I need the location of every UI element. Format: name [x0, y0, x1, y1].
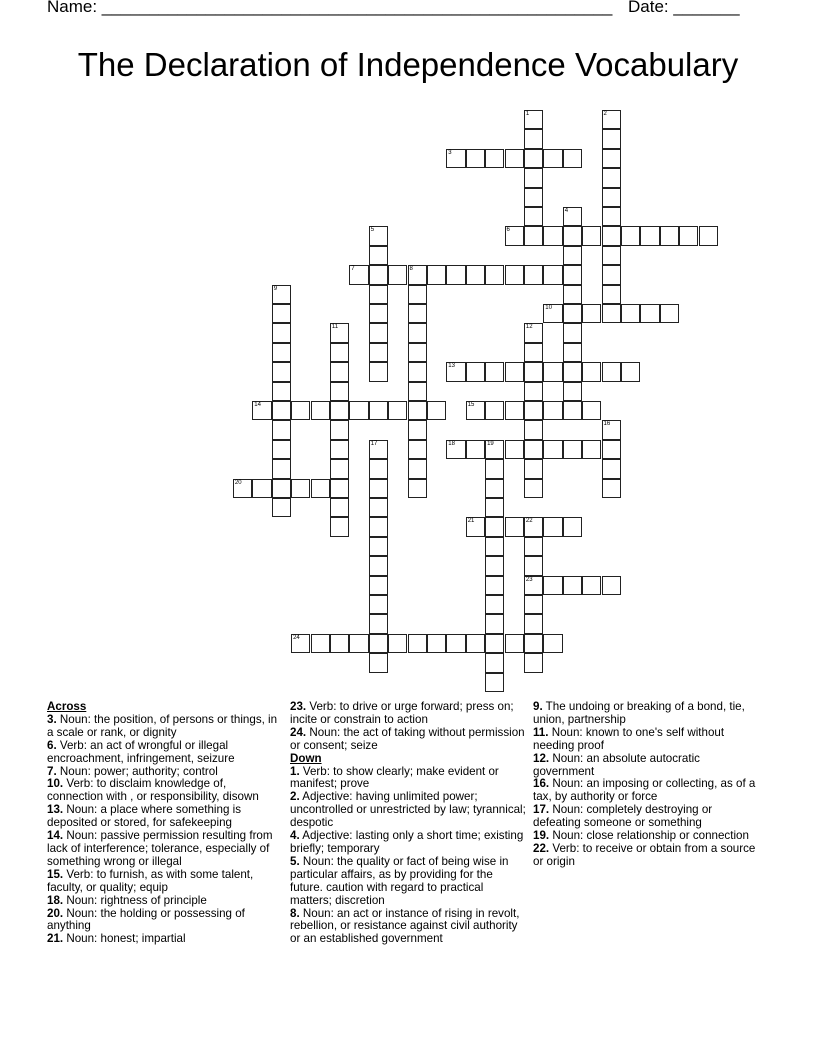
- crossword-cell[interactable]: [505, 265, 524, 284]
- crossword-cell[interactable]: [485, 653, 504, 672]
- clue-text: Verb: to disclaim knowledge of, connection with , or responsibility, disown: [47, 777, 259, 804]
- clue-number: 12.: [533, 751, 550, 765]
- crossword-cell[interactable]: [330, 343, 349, 362]
- crossword-cell[interactable]: [388, 265, 407, 284]
- clue-text: Noun: known to one's self without needing proof: [533, 725, 725, 752]
- crossword-cell[interactable]: [621, 362, 640, 381]
- crossword-cell[interactable]: [466, 149, 485, 168]
- crossword-cell[interactable]: [408, 634, 427, 653]
- crossword-cell[interactable]: [543, 149, 562, 168]
- crossword-cell[interactable]: [291, 479, 310, 498]
- clue-text: Noun: power; authority; control: [56, 764, 218, 778]
- crossword-cell[interactable]: [485, 556, 504, 575]
- page-title: The Declaration of Independence Vocabulary: [77, 46, 739, 83]
- clue-number-label: 3: [448, 149, 452, 156]
- crossword-cell[interactable]: [524, 459, 543, 478]
- crossword-cell[interactable]: [524, 614, 543, 633]
- crossword-cell[interactable]: [369, 556, 388, 575]
- crossword-cell[interactable]: [291, 634, 310, 653]
- clue-item: [533, 804, 763, 830]
- crossword-cell[interactable]: [582, 226, 601, 245]
- crossword-cell[interactable]: [369, 362, 388, 381]
- crossword-cell[interactable]: [699, 226, 718, 245]
- crossword-cell[interactable]: [524, 517, 543, 536]
- crossword-cell[interactable]: [505, 401, 524, 420]
- crossword-cell[interactable]: [602, 479, 621, 498]
- clue-number: 1.: [290, 764, 300, 778]
- clue-text: Verb: an act of wrongful or illegal encroachment, infringement, seizure: [47, 738, 235, 765]
- crossword-cell[interactable]: [602, 440, 621, 459]
- crossword-cell[interactable]: [640, 226, 659, 245]
- crossword-cell[interactable]: [524, 188, 543, 207]
- crossword-cell[interactable]: [524, 265, 543, 284]
- crossword-cell[interactable]: [524, 556, 543, 575]
- crossword-cell[interactable]: [349, 634, 368, 653]
- clue-number: 22.: [533, 841, 550, 855]
- crossword-cell[interactable]: [485, 498, 504, 517]
- clue-item: [290, 766, 528, 792]
- crossword-cell[interactable]: [602, 129, 621, 148]
- clue-text: The undoing or breaking of a bond, tie, union, partnership: [533, 700, 745, 726]
- crossword-cell[interactable]: [369, 401, 388, 420]
- crossword-cell[interactable]: [252, 401, 271, 420]
- crossword-cell[interactable]: [621, 304, 640, 323]
- crossword-cell[interactable]: [563, 304, 582, 323]
- section-heading: Across: [47, 700, 87, 713]
- clue-number-label: 19: [487, 440, 494, 447]
- crossword-cell[interactable]: [524, 653, 543, 672]
- crossword-cell[interactable]: [485, 265, 504, 284]
- crossword-cell[interactable]: [369, 226, 388, 245]
- crossword-cell[interactable]: [485, 673, 504, 692]
- crossword-cell[interactable]: [272, 420, 291, 439]
- clue-number: 15.: [47, 867, 64, 881]
- clue-item: [47, 830, 283, 869]
- crossword-cell[interactable]: [369, 614, 388, 633]
- crossword-cell[interactable]: [446, 149, 465, 168]
- clue-item: [290, 701, 528, 727]
- crossword-cell[interactable]: [505, 440, 524, 459]
- clue-text: Verb: to show clearly; make evident or manifest; prove: [290, 764, 499, 791]
- crossword-cell[interactable]: [408, 362, 427, 381]
- clue-number-label: 17: [370, 440, 378, 447]
- clue-text: Noun: honest; impartial: [63, 932, 186, 946]
- crossword-cell[interactable]: [602, 110, 621, 129]
- clue-number-label: 9: [273, 285, 278, 292]
- crossword-cell[interactable]: [505, 226, 524, 245]
- clue-item: [47, 714, 283, 740]
- crossword-cell[interactable]: [640, 304, 659, 323]
- crossword-cell[interactable]: [369, 595, 388, 614]
- crossword-cell[interactable]: [582, 401, 601, 420]
- clue-number-label: 2: [603, 111, 607, 117]
- clue-number-label: 16: [603, 421, 611, 428]
- crossword-cell[interactable]: [602, 304, 621, 323]
- crossword-cell[interactable]: [543, 226, 562, 245]
- crossword-cell[interactable]: [505, 149, 524, 168]
- crossword-cell[interactable]: [524, 110, 543, 129]
- crossword-cell[interactable]: [369, 498, 388, 517]
- clue-number-label: 13: [448, 363, 455, 370]
- clue-item: [47, 740, 283, 766]
- clue-text: Verb: to furnish, as with some talent, faculty, or quality; equip: [47, 867, 254, 894]
- crossword-cell[interactable]: [602, 226, 621, 245]
- crossword-cell[interactable]: [408, 459, 427, 478]
- clues-column-1: [47, 701, 283, 946]
- crossword-cell[interactable]: [485, 595, 504, 614]
- crossword-cell[interactable]: [466, 440, 485, 459]
- crossword-cell[interactable]: [543, 634, 562, 653]
- clue-number-label: 1: [525, 111, 530, 117]
- crossword-cell[interactable]: [330, 440, 349, 459]
- crossword-cell[interactable]: [485, 459, 504, 478]
- crossword-cell[interactable]: [272, 459, 291, 478]
- crossword-cell[interactable]: [408, 382, 427, 401]
- crossword-cell[interactable]: [602, 246, 621, 265]
- crossword-cell[interactable]: [369, 537, 388, 556]
- crossword-cell[interactable]: [369, 517, 388, 536]
- crossword-cell[interactable]: [369, 343, 388, 362]
- clue-item: [533, 727, 763, 753]
- crossword-cell[interactable]: [408, 323, 427, 342]
- crossword-cell[interactable]: [524, 362, 543, 381]
- crossword-cell[interactable]: [369, 285, 388, 304]
- crossword-cell[interactable]: [563, 382, 582, 401]
- clue-number-label: 5: [370, 227, 375, 234]
- crossword-cell[interactable]: [272, 304, 291, 323]
- crossword-cell[interactable]: [563, 285, 582, 304]
- clue-item: [533, 753, 763, 779]
- crossword-cell[interactable]: [330, 420, 349, 439]
- crossword-cell[interactable]: [272, 343, 291, 362]
- crossword-cell[interactable]: [369, 246, 388, 265]
- crossword-cell[interactable]: [272, 323, 291, 342]
- crossword-cell[interactable]: [485, 634, 504, 653]
- crossword-cell[interactable]: [311, 401, 330, 420]
- clues-column-3: [533, 701, 763, 869]
- crossword-cell[interactable]: [427, 401, 446, 420]
- crossword-cell[interactable]: [524, 634, 543, 653]
- crossword-cell[interactable]: [582, 576, 601, 595]
- clue-item: [290, 727, 528, 753]
- clues-column-2: [290, 701, 528, 946]
- crossword-cell[interactable]: [563, 246, 582, 265]
- crossword-cell[interactable]: [330, 634, 349, 653]
- clue-number-label: 21: [467, 518, 475, 525]
- clue-text: Noun: the position, of persons or things, in a scale or rank, or dignity: [47, 712, 278, 739]
- crossword-cell[interactable]: [563, 323, 582, 342]
- crossword-cell[interactable]: [543, 265, 562, 284]
- clue-text: Noun: passive permission resulting from lack of interference; tolerance, especially of something wrong or illegal: [47, 829, 273, 868]
- clue-item: [290, 908, 528, 947]
- crossword-cell[interactable]: [369, 479, 388, 498]
- crossword-cell[interactable]: [408, 285, 427, 304]
- clue-number: 2.: [290, 790, 300, 804]
- crossword-cell[interactable]: [408, 401, 427, 420]
- crossword-cell[interactable]: [446, 440, 465, 459]
- crossword-cell[interactable]: [524, 168, 543, 187]
- crossword-cell[interactable]: [524, 207, 543, 226]
- clue-item: [47, 933, 283, 946]
- clue-text: Noun: an act or instance of rising in revolt, rebellion, or resistance against civil authority or an established government: [290, 906, 520, 946]
- crossword-cell[interactable]: [272, 285, 291, 304]
- clue-number: 10.: [47, 777, 64, 791]
- crossword-cell[interactable]: [466, 362, 485, 381]
- crossword-cell[interactable]: [602, 362, 621, 381]
- crossword-cell[interactable]: [524, 382, 543, 401]
- crossword-cell[interactable]: [543, 401, 562, 420]
- crossword-cell[interactable]: [602, 149, 621, 168]
- clue-text: Noun: a place where something is deposited or stored, for safekeeping: [47, 803, 241, 830]
- clue-number: 6.: [47, 738, 57, 752]
- crossword-cell[interactable]: [233, 479, 252, 498]
- crossword-cell[interactable]: [330, 323, 349, 342]
- crossword-cell[interactable]: [563, 149, 582, 168]
- crossword-cell[interactable]: [543, 362, 562, 381]
- crossword-cell[interactable]: [660, 304, 679, 323]
- clue-number-label: 10: [545, 305, 552, 311]
- clue-number: 14.: [47, 829, 64, 843]
- crossword-cell[interactable]: [582, 304, 601, 323]
- crossword-cell[interactable]: [408, 343, 427, 362]
- crossword-cell[interactable]: [524, 576, 543, 595]
- crossword-cell[interactable]: [446, 265, 465, 284]
- clue-number: 21.: [47, 932, 64, 946]
- crossword-cell[interactable]: [466, 265, 485, 284]
- clue-text: Adjective: having unlimited power; uncontrolled or unrestricted by law; tyrannical; despotic: [290, 790, 526, 830]
- clue-number-label: 20: [234, 479, 242, 486]
- crossword-cell[interactable]: [369, 653, 388, 672]
- crossword-cell[interactable]: [330, 517, 349, 536]
- crossword-cell[interactable]: [369, 265, 388, 284]
- clue-number: 9.: [533, 700, 543, 713]
- clue-item: [533, 778, 763, 804]
- crossword-cell[interactable]: [563, 440, 582, 459]
- crossword-cell[interactable]: [582, 362, 601, 381]
- crossword-cell[interactable]: [524, 440, 543, 459]
- clue-text: Noun: completely destroying or defeating someone or something: [533, 803, 713, 830]
- crossword-cell[interactable]: [349, 265, 368, 284]
- crossword-cell[interactable]: [543, 440, 562, 459]
- clue-number-label: 12: [525, 324, 533, 331]
- crossword-cell[interactable]: [563, 207, 582, 226]
- crossword-cell[interactable]: [563, 362, 582, 381]
- clue-text: Noun: the holding or possessing of anything: [47, 906, 245, 933]
- crossword-cell[interactable]: [563, 401, 582, 420]
- crossword-cell[interactable]: [369, 634, 388, 653]
- crossword-cell[interactable]: [485, 440, 504, 459]
- clue-number: 16.: [533, 777, 550, 791]
- crossword-cell[interactable]: [679, 226, 698, 245]
- clue-item: [47, 908, 283, 934]
- clue-item: [47, 804, 283, 830]
- clue-text: Noun: the quality or fact of being wise in particular affairs, as by providing for the future. caution with regard to practical matters; discretion: [290, 854, 509, 907]
- crossword-cell[interactable]: [291, 401, 310, 420]
- crossword-cell[interactable]: [408, 420, 427, 439]
- crossword-cell[interactable]: [369, 440, 388, 459]
- crossword-cell[interactable]: [369, 576, 388, 595]
- clue-number: 19.: [533, 829, 550, 843]
- clue-number-label: 22: [525, 518, 533, 525]
- crossword-cell[interactable]: [485, 576, 504, 595]
- clue-number: 8.: [290, 906, 300, 920]
- crossword-cell[interactable]: [311, 479, 330, 498]
- clue-text: Noun: rightness of principle: [63, 893, 207, 907]
- clue-number: 23.: [290, 700, 307, 713]
- crossword-cell[interactable]: [524, 226, 543, 245]
- crossword-cell[interactable]: [524, 129, 543, 148]
- clue-number: 13.: [47, 803, 64, 817]
- crossword-cell[interactable]: [369, 459, 388, 478]
- clue-number: 24.: [290, 725, 307, 739]
- crossword-cell[interactable]: [543, 576, 562, 595]
- crossword-cell[interactable]: [524, 420, 543, 439]
- crossword-cell[interactable]: [466, 401, 485, 420]
- crossword-cell[interactable]: [524, 343, 543, 362]
- clue-text: Adjective: lasting only a short time; existing briefly; temporary: [290, 829, 524, 855]
- crossword-cell[interactable]: [427, 265, 446, 284]
- clue-item: [533, 843, 763, 869]
- clue-number: 5.: [290, 854, 300, 868]
- clue-number-label: 15: [467, 402, 475, 408]
- crossword-cell[interactable]: [349, 401, 368, 420]
- crossword-cell[interactable]: [272, 382, 291, 401]
- crossword-cell[interactable]: [330, 498, 349, 517]
- crossword-cell[interactable]: [543, 304, 562, 323]
- clue-item: [47, 869, 283, 895]
- crossword-cell[interactable]: [582, 440, 601, 459]
- crossword-cell[interactable]: [563, 343, 582, 362]
- clue-number-label: 6: [506, 227, 510, 234]
- crossword-cell[interactable]: [505, 362, 524, 381]
- clue-number-label: 11: [331, 324, 339, 331]
- crossword-cell[interactable]: [369, 323, 388, 342]
- crossword-cell[interactable]: [602, 188, 621, 207]
- crossword-cell[interactable]: [485, 537, 504, 556]
- clue-number: 4.: [290, 829, 300, 843]
- crossword-cell[interactable]: [408, 304, 427, 323]
- clue-number-label: 14: [254, 402, 261, 408]
- clue-number: 3.: [47, 712, 57, 726]
- crossword-cell[interactable]: [563, 265, 582, 284]
- crossword-cell[interactable]: [563, 576, 582, 595]
- crossword-cell[interactable]: [408, 440, 427, 459]
- clue-item: [290, 830, 528, 856]
- clue-text: Noun: an absolute autocratic government: [533, 751, 700, 778]
- crossword-cell[interactable]: [524, 537, 543, 556]
- clue-number: 17.: [533, 803, 550, 817]
- crossword-cell[interactable]: [602, 265, 621, 284]
- crossword-cell[interactable]: [505, 634, 524, 653]
- crossword-cell[interactable]: [602, 168, 621, 187]
- date-field-label: Date: _______: [628, 0, 740, 16]
- crossword-cell[interactable]: [563, 226, 582, 245]
- crossword-cell[interactable]: [272, 479, 291, 498]
- clue-number-label: 8: [409, 266, 413, 273]
- crossword-cell[interactable]: [602, 459, 621, 478]
- crossword-cell[interactable]: [602, 285, 621, 304]
- crossword-cell[interactable]: [485, 149, 504, 168]
- crossword-cell[interactable]: [330, 401, 349, 420]
- crossword-cell[interactable]: [427, 634, 446, 653]
- clue-text: Noun: an imposing or collecting, as of a tax, by authority or force: [533, 777, 756, 804]
- clue-number-label: 18: [448, 440, 455, 447]
- crossword-cell[interactable]: [466, 517, 485, 536]
- clue-number-label: 7: [351, 266, 355, 273]
- crossword-cell[interactable]: [524, 479, 543, 498]
- crossword-cell[interactable]: [369, 304, 388, 323]
- crossword-cell[interactable]: [311, 634, 330, 653]
- crossword-cell[interactable]: [485, 479, 504, 498]
- crossword-cell[interactable]: [466, 634, 485, 653]
- clue-item: [533, 701, 763, 727]
- crossword-cell[interactable]: [602, 576, 621, 595]
- clue-text: Noun: the act of taking without permission or consent; seize: [290, 725, 525, 752]
- clue-number-label: 23: [525, 576, 533, 583]
- crossword-cell[interactable]: [524, 401, 543, 420]
- crossword-cell[interactable]: [272, 498, 291, 517]
- crossword-cell[interactable]: [485, 614, 504, 633]
- clue-text: Noun: close relationship or connection: [549, 829, 749, 843]
- crossword-cell[interactable]: [272, 362, 291, 381]
- crossword-cell[interactable]: [252, 479, 271, 498]
- crossword-cell[interactable]: [602, 207, 621, 226]
- crossword-cell[interactable]: [330, 362, 349, 381]
- clue-item: [290, 856, 528, 908]
- crossword-cell[interactable]: [446, 362, 465, 381]
- crossword-cell[interactable]: [388, 634, 407, 653]
- crossword-cell[interactable]: [485, 401, 504, 420]
- crossword-cell[interactable]: [485, 517, 504, 536]
- crossword-cell[interactable]: [524, 323, 543, 342]
- crossword-cell[interactable]: [543, 517, 562, 536]
- clue-number: 20.: [47, 906, 64, 920]
- clue-text: Verb: to receive or obtain from a source or origin: [533, 841, 756, 868]
- crossword-cell[interactable]: [388, 401, 407, 420]
- crossword-cell[interactable]: [272, 401, 291, 420]
- clue-number-label: 4: [564, 208, 569, 214]
- clue-text: Verb: to drive or urge forward; press on; incite or constrain to action: [290, 700, 514, 726]
- crossword-cell[interactable]: [563, 517, 582, 536]
- crossword-cell[interactable]: [505, 517, 524, 536]
- crossword-cell[interactable]: [524, 595, 543, 614]
- clue-number: 7.: [47, 764, 57, 778]
- crossword-cell[interactable]: [602, 420, 621, 439]
- crossword-cell[interactable]: [330, 459, 349, 478]
- clue-number: 11.: [533, 725, 549, 739]
- crossword-cell[interactable]: [272, 440, 291, 459]
- crossword-cell[interactable]: [621, 226, 640, 245]
- clue-item: [47, 778, 283, 804]
- name-field-label: Name: ______________________________________________________: [47, 0, 613, 16]
- clue-item: [290, 791, 528, 830]
- crossword-cell[interactable]: [408, 265, 427, 284]
- crossword-cell[interactable]: [485, 362, 504, 381]
- section-heading: Down: [290, 751, 322, 765]
- crossword-cell[interactable]: [660, 226, 679, 245]
- crossword-cell[interactable]: [524, 149, 543, 168]
- clue-number-label: 24: [293, 634, 300, 641]
- crossword-cell[interactable]: [330, 382, 349, 401]
- crossword-cell[interactable]: [446, 634, 465, 653]
- crossword-cell[interactable]: [330, 479, 349, 498]
- crossword-cell[interactable]: [408, 479, 427, 498]
- clue-number: 18.: [47, 893, 64, 907]
